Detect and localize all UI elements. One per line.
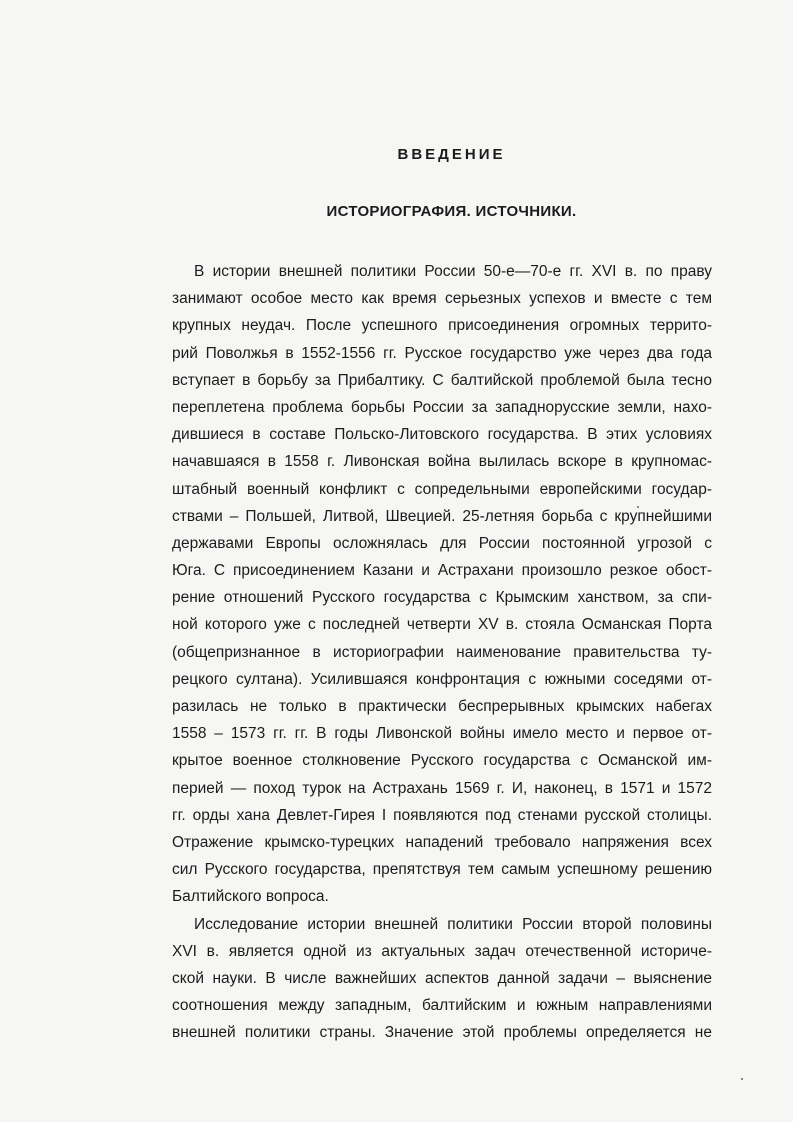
paragraph-1 <box>172 258 712 911</box>
text-line: Балтийского вопроса. <box>172 888 329 906</box>
text-line: XVI в. является одной из актуальных задач отечественной историче- <box>172 942 712 960</box>
text-line: рецкого султана). Усилившаяся конфронтация с южными соседями от- <box>172 670 712 688</box>
text-line: крытое военное столкновение Русского государства с Османской им- <box>172 752 712 770</box>
text-line: соотношения между западным, балтийским и южным направлениями <box>172 997 712 1015</box>
text-line: ной которого уже с последней четверти XV в. стояла Османская Порта <box>172 616 712 634</box>
text-line: штабный военный конфликт с сопредельными европейскими государ- <box>172 480 712 498</box>
text-line: Отражение крымско-турецких нападений требовало напряжения всех <box>172 833 712 851</box>
text-line: ствами – Польшей, Литвой, Швецией. 25-летняя борьба с крупнейшими <box>172 507 712 525</box>
text-line: (общепризнанное в историографии наименование правительства ту- <box>172 643 712 661</box>
text-line: сил Русского государства, препятствуя тем самым успешному решению <box>172 861 712 879</box>
text-line: начавшаяся в 1558 г. Ливонская война вылилась вскоре в крупномас- <box>172 453 712 471</box>
text-line: переплетена проблема борьбы России за западнорусские земли, нахо- <box>172 398 712 416</box>
text-line: разилась не только в практически беспрерывных крымских набегах <box>172 698 712 715</box>
text-line: внешней политики страны. Значение этой проблемы определяется не <box>172 1024 712 1042</box>
chapter-title: ВВЕДЕНИЕ <box>397 146 506 163</box>
text-line: Юга. С присоединением Казани и Астрахани произошло резкое обост- <box>172 562 712 580</box>
text-line: державами Европы осложнялась для России постоянной угрозой с <box>172 534 712 552</box>
text-line: ской науки. В числе важнейших аспектов данной задачи – выяснение <box>172 969 712 987</box>
text-line: крупных неудач. После успешного присоединения огромных террито- <box>172 317 712 335</box>
text-line: дившиеся в составе Польско-Литовского государства. В этих условиях <box>172 426 712 444</box>
text-line: рение отношений Русского государства с Крымским ханством, за спи- <box>172 589 712 607</box>
text-line: В истории внешней политики России 50-е—70-е гг. XVI в. по праву <box>194 263 712 280</box>
text-line: перией — поход турок на Астрахань 1569 г. И, наконец, в 1571 и 1572 <box>172 779 712 797</box>
text-line: вступает в борьбу за Прибалтику. С балтийской проблемой была тесно <box>172 371 712 389</box>
paragraph-2 <box>172 911 712 1047</box>
scan-speck <box>637 506 639 508</box>
text-line: занимают особое место как время серьезных успехов и вместе с тем <box>172 290 712 308</box>
section-subtitle: ИСТОРИОГРАФИЯ. ИСТОЧНИКИ. <box>326 203 577 220</box>
body-text <box>172 258 712 1046</box>
text-line: рий Поволжья в 1552-1556 гг. Русское государство уже через два года <box>172 344 712 362</box>
scan-speck <box>741 1078 743 1080</box>
text-line: Исследование истории внешней политики России второй половины <box>194 915 712 933</box>
text-line: гг. орды хана Девлет-Гирея I появляются под стенами русской столицы. <box>172 806 712 824</box>
text-line: 1558 – 1573 гг. гг. В годы Ливонской войны имело место и первое от- <box>172 725 712 743</box>
